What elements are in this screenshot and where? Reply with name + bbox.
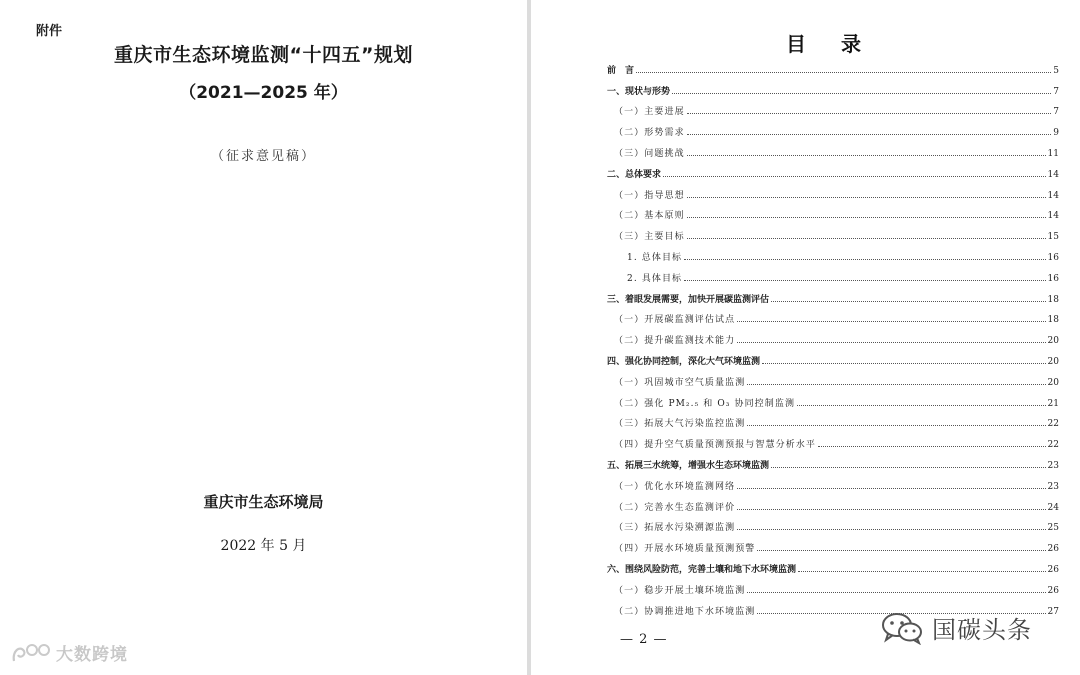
toc-entry-label: （一）主要进展 — [614, 107, 685, 118]
toc-entry-page: 20 — [1047, 336, 1059, 347]
toc-dot-leader — [687, 238, 1046, 239]
toc-dot-leader — [687, 155, 1046, 156]
toc-entry-label: 一、现状与形势 — [607, 86, 671, 97]
toc-dot-leader — [672, 93, 1051, 94]
brand-logo-icon — [10, 641, 52, 665]
draft-status: （征求意见稿） — [210, 149, 316, 164]
toc-entry — [607, 77, 1059, 98]
toc-entry-label: （二）协调推进地下水环境监测 — [614, 606, 756, 617]
issuing-authority: 重庆市生态环境局 — [203, 493, 324, 511]
toc-entry — [607, 472, 1059, 493]
toc-entry-page: 21 — [1047, 398, 1059, 409]
toc-dot-leader — [737, 342, 1045, 343]
toc-entry — [607, 243, 1059, 264]
toc-dot-leader — [762, 363, 1046, 364]
document-years: （2021—2025 年） — [179, 83, 348, 103]
toc-entry-page: 5 — [1053, 65, 1059, 76]
document-title: 重庆市生态环境监测“十四五”规划 — [114, 44, 413, 66]
toc-entry-label: （三）问题挑战 — [614, 148, 685, 159]
toc-entry-label: （四）提升空气质量预测预报与智慧分析水平 — [614, 440, 817, 451]
toc-entry — [607, 430, 1059, 451]
toc-dot-leader — [797, 405, 1045, 406]
toc-entry-page: 15 — [1047, 232, 1059, 243]
toc-dot-leader — [684, 280, 1045, 281]
toc-entry-page: 16 — [1047, 252, 1059, 263]
toc-dot-leader — [737, 488, 1045, 489]
toc-entry — [607, 451, 1059, 472]
toc-entry — [607, 98, 1059, 119]
toc-entry-page: 24 — [1047, 502, 1059, 513]
toc-entry-page: 11 — [1047, 148, 1059, 159]
toc-entry-label: （三）拓展大气污染监控监测 — [614, 419, 746, 430]
right-page — [531, 0, 1080, 675]
toc-entry-page: 18 — [1047, 294, 1059, 305]
toc-entry-page: 14 — [1047, 169, 1059, 180]
toc-entry — [607, 347, 1059, 368]
toc-entry — [607, 285, 1059, 306]
toc-entry — [607, 222, 1059, 243]
toc-dot-leader — [687, 217, 1046, 218]
toc-entry — [607, 160, 1059, 181]
toc-entry-label: （三）拓展水污染溯源监测 — [614, 523, 736, 534]
toc-dot-leader — [636, 72, 1051, 73]
toc-entry-page: 18 — [1047, 315, 1059, 326]
toc-entry-label: （二）提升碳监测技术能力 — [614, 336, 736, 347]
toc-dot-leader — [798, 571, 1046, 572]
toc-entry-label: 五、拓展三水统筹，增强水生态环境监测 — [607, 460, 770, 471]
toc-entry — [607, 181, 1059, 202]
toc-entry-page: 14 — [1047, 211, 1059, 222]
toc-entry-label: （二）完善水生态监测评价 — [614, 502, 736, 513]
toc-entry-label: （一）稳步开展土壤环境监测 — [614, 585, 746, 596]
toc-entry-page: 9 — [1053, 128, 1059, 139]
toc-entry-page: 16 — [1047, 273, 1059, 284]
toc-dot-leader — [747, 384, 1045, 385]
toc-entry — [607, 534, 1059, 555]
toc-entry-label: （一）巩固城市空气质量监测 — [614, 377, 746, 388]
toc-entry — [607, 389, 1059, 410]
toc-title: 目 录 — [786, 32, 875, 56]
toc-entry — [607, 56, 1059, 77]
toc-entry-page: 25 — [1047, 523, 1059, 534]
toc-dot-leader — [757, 550, 1045, 551]
toc-entry-page: 23 — [1047, 460, 1059, 471]
toc-entry-page: 27 — [1047, 606, 1059, 617]
watermark-right-text: 国碳头条 — [932, 616, 1032, 644]
issue-date: 2022 年 5 月 — [220, 538, 307, 554]
toc-entry-page: 26 — [1047, 564, 1059, 575]
toc-entry-page: 7 — [1053, 107, 1059, 118]
toc-entry-label: 四、强化协同控制，深化大气环境监测 — [607, 356, 761, 367]
attachment-label: 附件 — [36, 24, 63, 39]
toc-entry-page: 22 — [1047, 419, 1059, 430]
toc-entry-page: 20 — [1047, 356, 1059, 367]
toc-list — [607, 56, 1059, 618]
toc-entry — [607, 264, 1059, 285]
toc-entry-page: 14 — [1047, 190, 1059, 201]
toc-dot-leader — [687, 134, 1052, 135]
toc-entry — [607, 326, 1059, 347]
toc-dot-leader — [687, 113, 1052, 114]
toc-dot-leader — [737, 509, 1045, 510]
toc-dot-leader — [737, 321, 1045, 322]
toc-dot-leader — [771, 467, 1046, 468]
toc-entry-label: （四）开展水环境质量预测预警 — [614, 544, 756, 555]
toc-entry — [607, 368, 1059, 389]
wechat-icon — [880, 611, 924, 645]
toc-dot-leader — [818, 446, 1046, 447]
toc-entry — [607, 306, 1059, 327]
toc-entry — [607, 202, 1059, 223]
page-number: — 2 — — [620, 632, 668, 647]
toc-entry — [607, 493, 1059, 514]
toc-entry-page: 23 — [1047, 481, 1059, 492]
toc-entry-label: （一）优化水环境监测网络 — [614, 481, 736, 492]
toc-entry — [607, 139, 1059, 160]
watermark-left — [10, 640, 128, 665]
toc-entry-page: 26 — [1047, 544, 1059, 555]
watermark-left-text: 大数跨境 — [56, 645, 128, 665]
toc-entry-label: （二）形势需求 — [614, 128, 685, 139]
toc-dot-leader — [747, 592, 1045, 593]
toc-entry-label: 三、着眼发展需要，加快开展碳监测评估 — [607, 294, 770, 305]
toc-entry — [607, 555, 1059, 576]
toc-entry-label: （二）强化 PM₂.₅ 和 O₃ 协同控制监测 — [614, 398, 796, 409]
toc-entry-page: 20 — [1047, 377, 1059, 388]
toc-entry-label: 1. 总体目标 — [627, 252, 683, 263]
toc-dot-leader — [771, 301, 1046, 302]
toc-entry-page: 26 — [1047, 585, 1059, 596]
toc-entry-label: （一）指导思想 — [614, 190, 685, 201]
toc-entry — [607, 118, 1059, 139]
toc-entry-page: 22 — [1047, 440, 1059, 451]
toc-entry-label: （二）基本原则 — [614, 211, 685, 222]
toc-entry-label: 2. 具体目标 — [627, 273, 683, 284]
toc-entry-label: 二、总体要求 — [607, 169, 662, 180]
toc-entry — [607, 410, 1059, 431]
toc-entry-label: 前 言 — [607, 65, 635, 76]
toc-dot-leader — [663, 176, 1046, 177]
toc-dot-leader — [684, 259, 1045, 260]
left-page — [0, 0, 527, 675]
toc-dot-leader — [687, 197, 1046, 198]
toc-entry-page: 7 — [1053, 86, 1059, 97]
toc-entry — [607, 514, 1059, 535]
toc-dot-leader — [737, 529, 1045, 530]
toc-entry — [607, 576, 1059, 597]
toc-entry-label: （三）主要目标 — [614, 232, 685, 243]
watermark-right — [880, 610, 1032, 645]
toc-entry-label: （一）开展碳监测评估试点 — [614, 315, 736, 326]
toc-dot-leader — [747, 425, 1045, 426]
toc-entry-label: 六、围绕风险防范，完善土壤和地下水环境监测 — [607, 564, 797, 575]
